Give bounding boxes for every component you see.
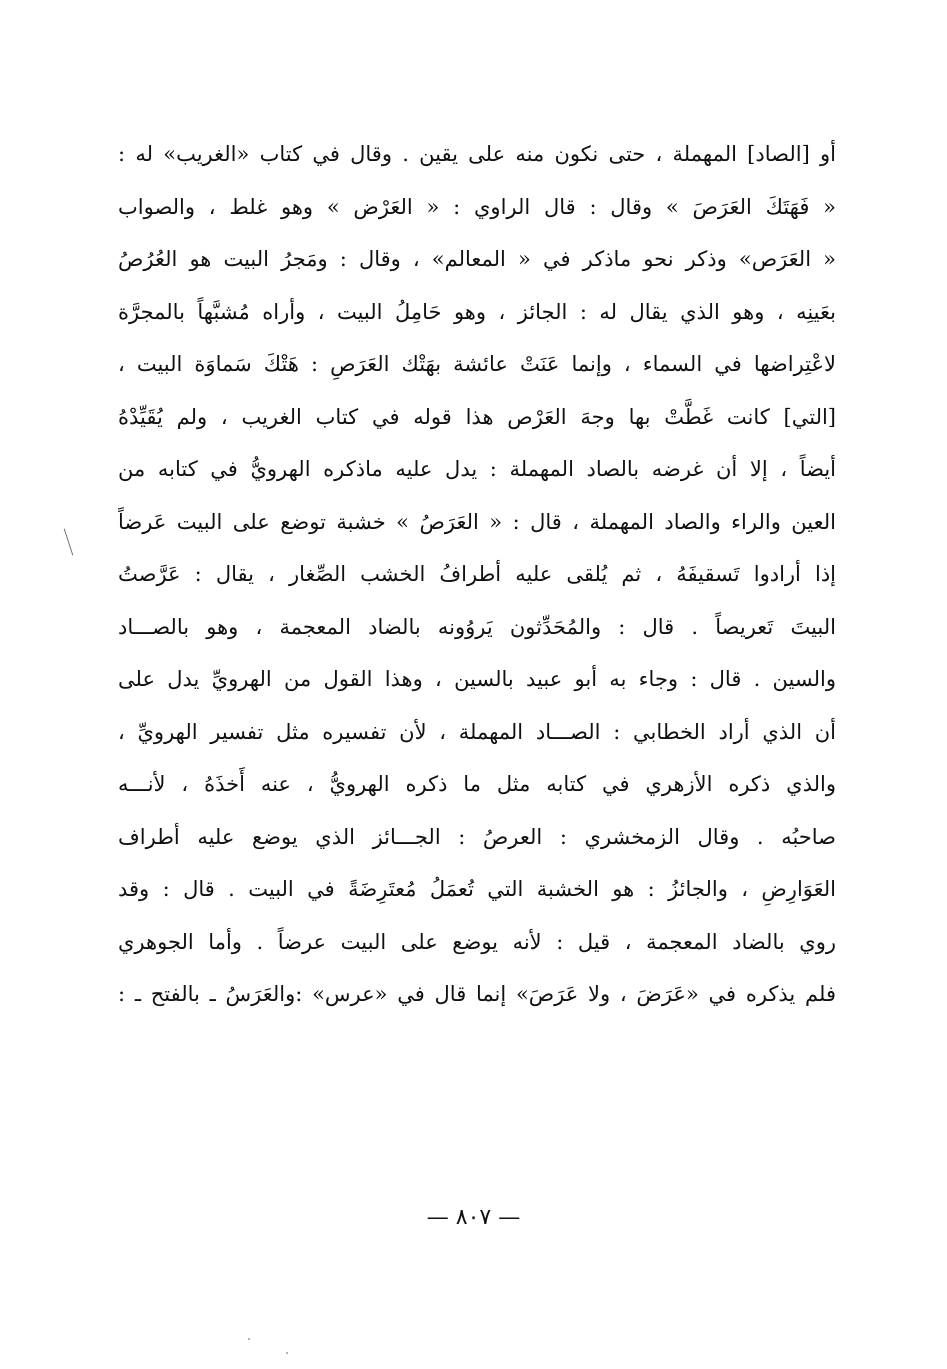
body-text xyxy=(118,128,836,1021)
text-line: بعَينِه ، وهو الذي يقال له : الجائز ، وهو حَامِلُ البيت ، وأراه مُشبَّهاً بالمجرَّة xyxy=(118,299,836,324)
text-line: أيضاً ، إلا أن غرضه بالصاد المهملة : يدل عليه ماذكره الهرويُّ في كتابه من xyxy=(118,457,836,481)
text-line: صاحبُه . وقال الزمخشري : العرصُ : الجـــائز الذي يوضع عليه أطراف xyxy=(118,824,836,849)
text-line: العَوَارِضِ ، والجائزُ : هو الخشبة التي تُعمَلُ مُعتَرِضَةً في البيت . قال : وقد xyxy=(118,877,836,901)
text-line: « فَهَتَكَ العَرَصَ » وقال : قال الراوي : « العَرْض » وهو غلط ، والصواب xyxy=(118,194,836,219)
text-line: العين والراء والصاد المهملة ، قال : « العَرَصُ » خشبة توضع على البيت عَرضاً xyxy=(118,509,836,534)
text-line: البيتَ تَعريصاً . قال : والمُحَدِّثون يَروُونه بالضاد المعجمة ، وهو بالصـــاد xyxy=(118,614,836,639)
text-line: فلم يذكره في «عَرَضَ ، ولا عَرَصَ» إنما قال في «عرس» :والعَرَسُ ـ بالفتح ـ : xyxy=(118,982,836,1006)
text-line: أو [الصاد] المهملة ، حتى نكون منه على يقين . وقال في كتاب «الغريب» له : xyxy=(118,142,836,166)
text-line: [التي] كانت غَطَّتْ بها وجهَ العَرْص هذا قوله في كتاب الغريب ، ولم يُقَيِّدْهُ xyxy=(118,404,836,429)
text-line: أن الذي أراد الخطابي : الصـــاد المهملة ، لأن تفسيره مثل تفسير الهرويِّ ، xyxy=(118,719,836,744)
text-line: والسين . قال : وجاء به أبو عبيد بالسين ، وهذا القول من الهرويِّ يدل على xyxy=(118,667,836,691)
scan-speck xyxy=(286,1352,288,1354)
page-number: — ٨٠٧ — xyxy=(426,1205,521,1230)
text-line: إذا أرادوا تَسقيفَهُ ، ثم يُلقى عليه أطرافُ الخشب الصِّغار ، يقال : عَرَّصتُ xyxy=(118,562,836,586)
text-line: « العَرَص» وذكر نحو ماذكر في « المعالم» ، وقال : ومَجرُ البيت هو العُرُصُ xyxy=(118,247,836,271)
text-line: لاعْتِراضها في السماء ، وإنما عَنَتْ عائشة بهَتْك العَرَصِ : هَتْكَ سَماوَة البيت ، xyxy=(118,352,836,376)
scan-speck xyxy=(248,1338,250,1340)
text-line: والذي ذكره الأزهري في كتابه مثل ما ذكره الهرويُّ ، عنه أَخذَهُ ، لأنـــه xyxy=(118,772,836,796)
text-line: روي بالضاد المعجمة ، قيل : لأنه يوضع على البيت عرضاً . وأما الجوهري xyxy=(118,929,836,954)
margin-mark xyxy=(64,529,74,556)
